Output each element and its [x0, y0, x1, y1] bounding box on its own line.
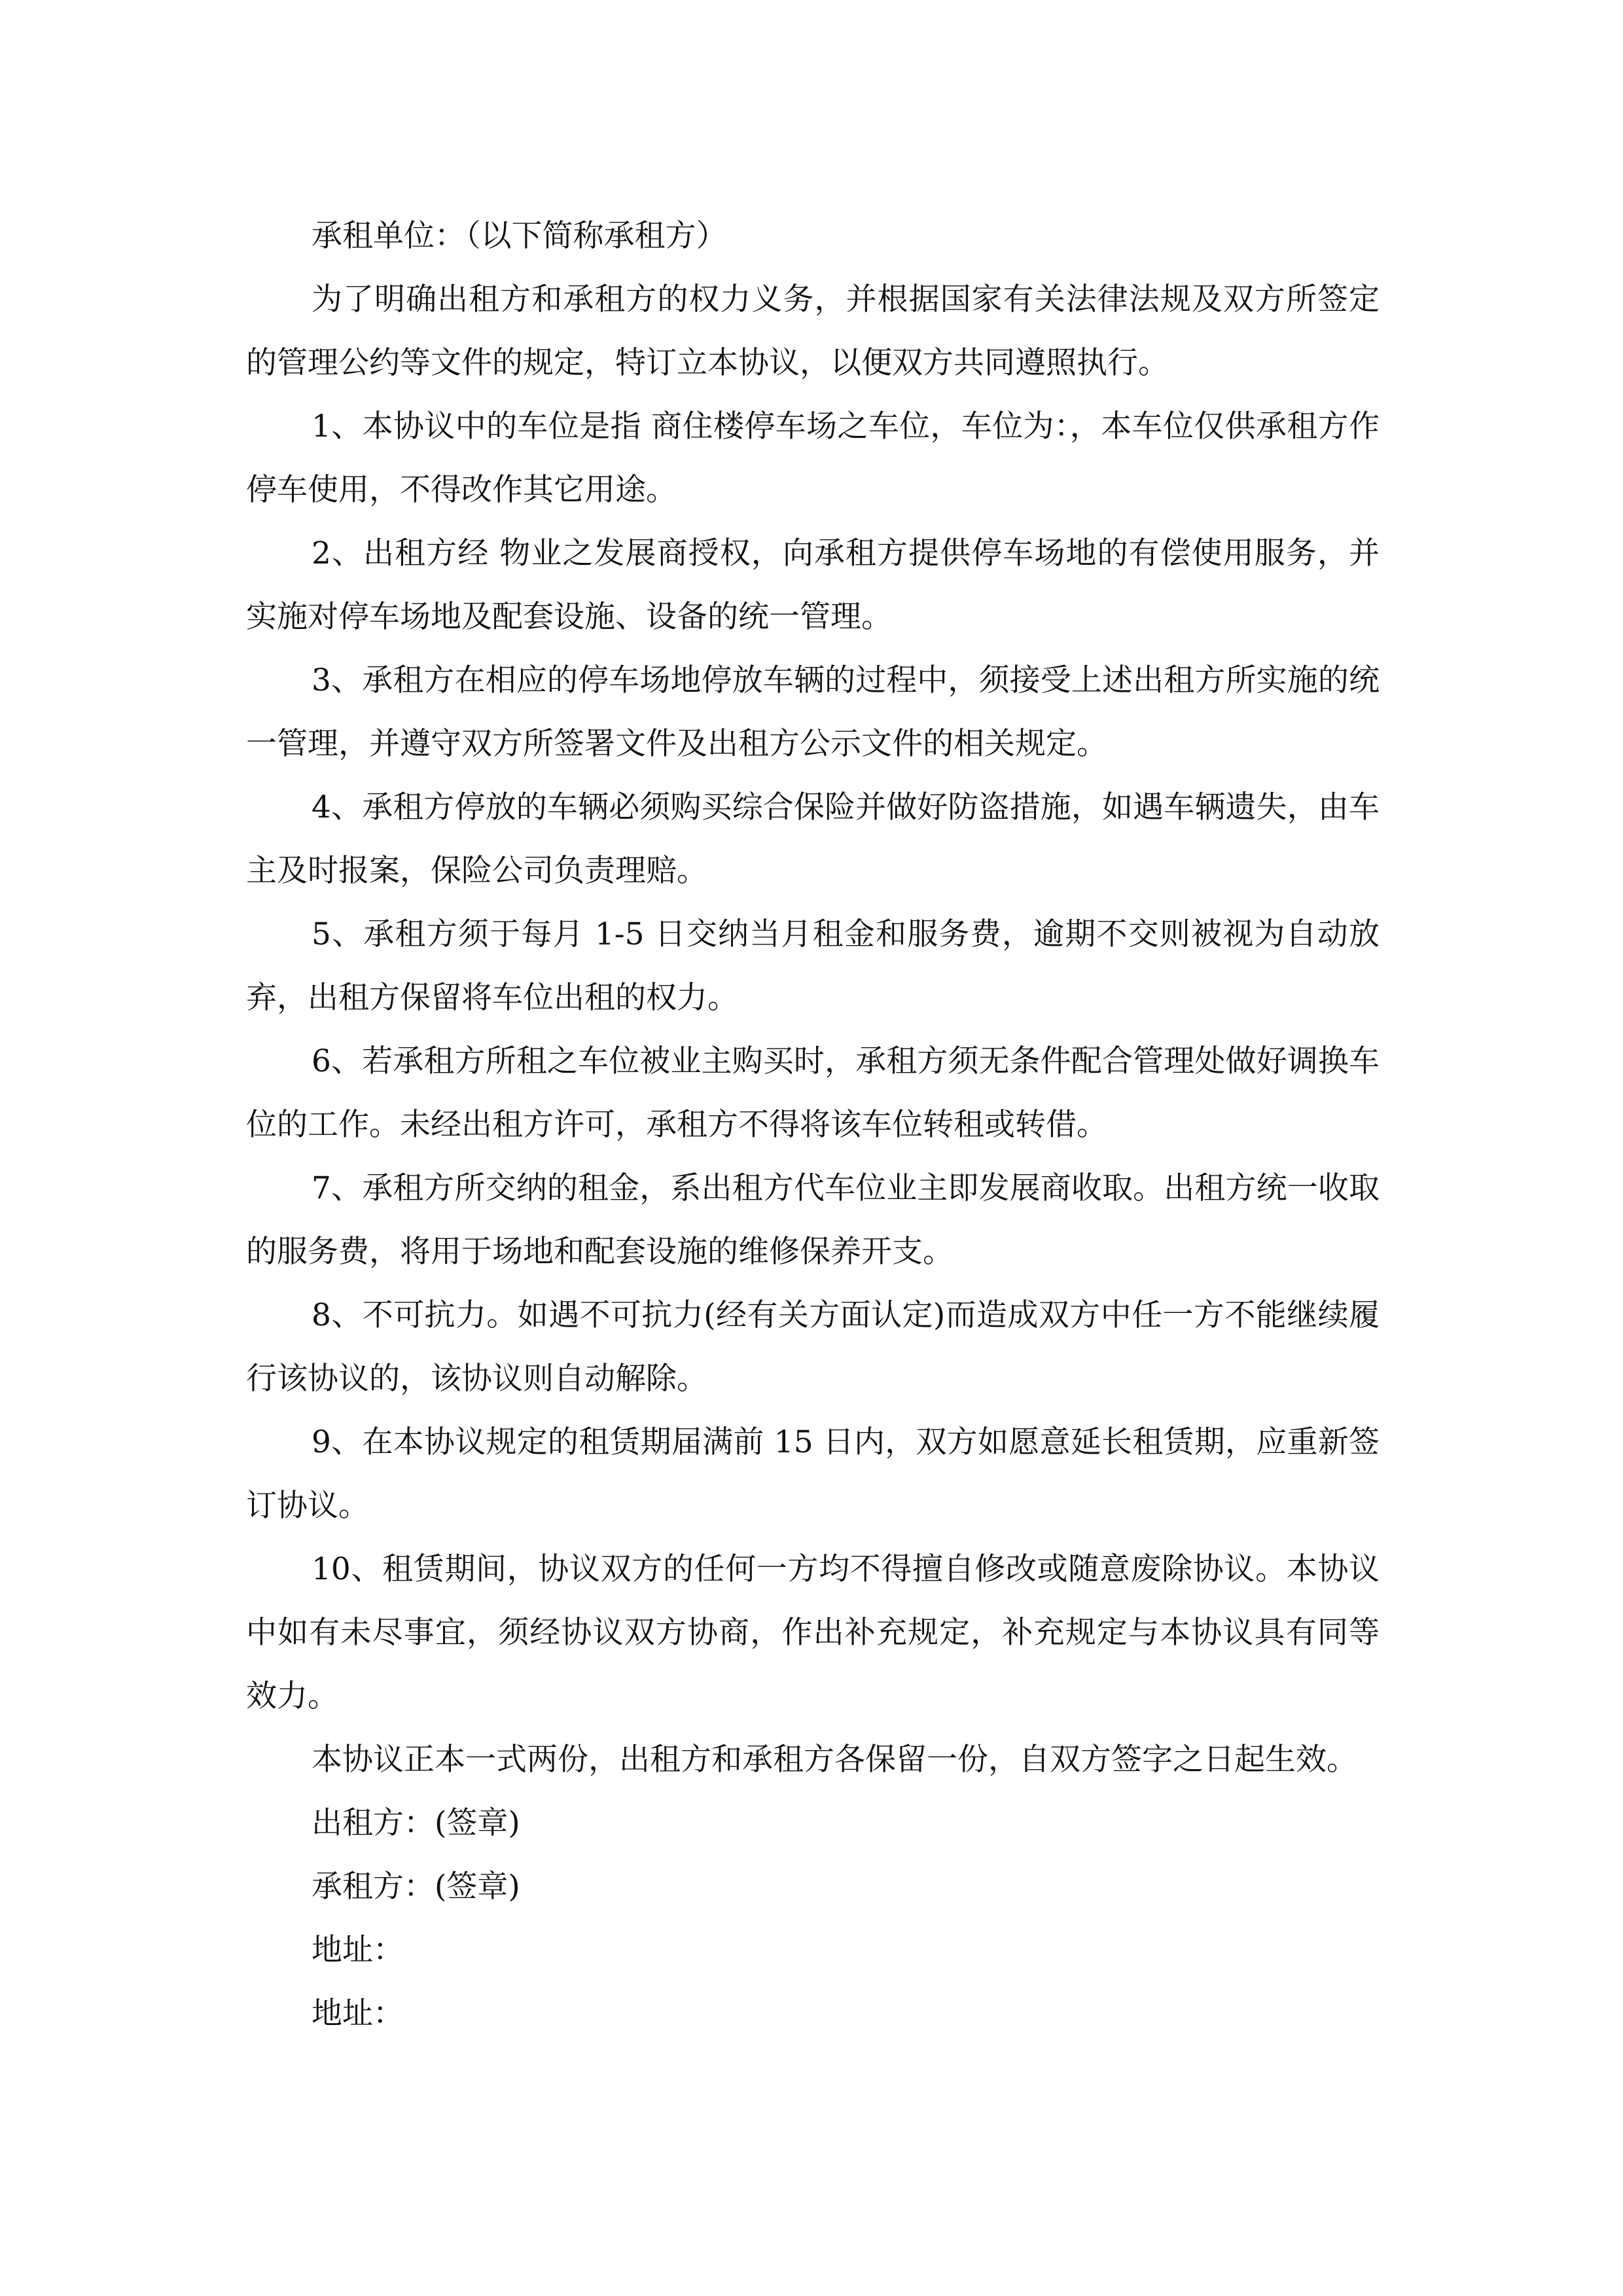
clause-3: 3、承租方在相应的停车场地停放车辆的过程中，须接受上述出租方所实施的统一管理，并遵守双方所签署文件及出租方公示文件的相关规定。 — [246, 662, 1380, 762]
clause-8: 8、不可抗力。如遇不可抗力(经有关方面认定)而造成双方中任一方不能继续履行该协议的，该协议则自动解除。 — [246, 1297, 1380, 1397]
clause-6: 6、若承租方所租之车位被业主购买时，承租方须无条件配合管理处做好调换车位的工作。未经出租方许可，承租方不得将该车位转租或转借。 — [246, 1043, 1380, 1143]
address-line-2: 地址： — [312, 1996, 404, 2032]
clause-4: 4、承租方停放的车辆必须购买综合保险并做好防盗措施，如遇车辆遗失，由车主及时报案，保险公司负责理赔。 — [246, 789, 1380, 889]
lessee-intro: 承租单位：（以下简称承租方） — [312, 218, 727, 254]
clause-7: 7、承租方所交纳的租金，系出租方代车位业主即发展商收取。出租方统一收取的服务费，将用于场地和配套设施的维修保养开支。 — [246, 1170, 1380, 1270]
clause-1: 1、本协议中的车位是指 商住楼停车场之车位，车位为：，本车位仅供承租方作停车使用，不得改作其它用途。 — [246, 408, 1380, 508]
lessee-signature-line: 承租方：(签章) — [312, 1869, 520, 1905]
address-line-1: 地址： — [312, 1932, 404, 1968]
lessor-signature-line: 出租方：(签章) — [312, 1805, 520, 1841]
clause-9: 9、在本协议规定的租赁期届满前 15 日内，双方如愿意延长租赁期，应重新签订协议。 — [246, 1424, 1380, 1524]
agreement-body — [246, 204, 1380, 2045]
purpose-paragraph: 为了明确出租方和承租方的权力义务，并根据国家有关法律法规及双方所签定的管理公约等文件的规定，特订立本协议，以便双方共同遵照执行。 — [246, 281, 1380, 381]
clause-10: 10、租赁期间，协议双方的任何一方均不得擅自修改或随意废除协议。本协议中如有未尽事宜，须经协议双方协商，作出补充规定，补充规定与本协议具有同等效力。 — [246, 1551, 1380, 1714]
clause-2: 2、出租方经 物业之发展商授权，向承租方提供停车场地的有偿使用服务，并实施对停车场地及配套设施、设备的统一管理。 — [246, 535, 1380, 635]
clause-5: 5、承租方须于每月 1-5 日交纳当月租金和服务费，逾期不交则被视为自动放弃，出租方保留将车位出租的权力。 — [246, 916, 1380, 1016]
closing-paragraph: 本协议正本一式两份，出租方和承租方各保留一份，自双方签字之日起生效。 — [312, 1742, 1357, 1778]
